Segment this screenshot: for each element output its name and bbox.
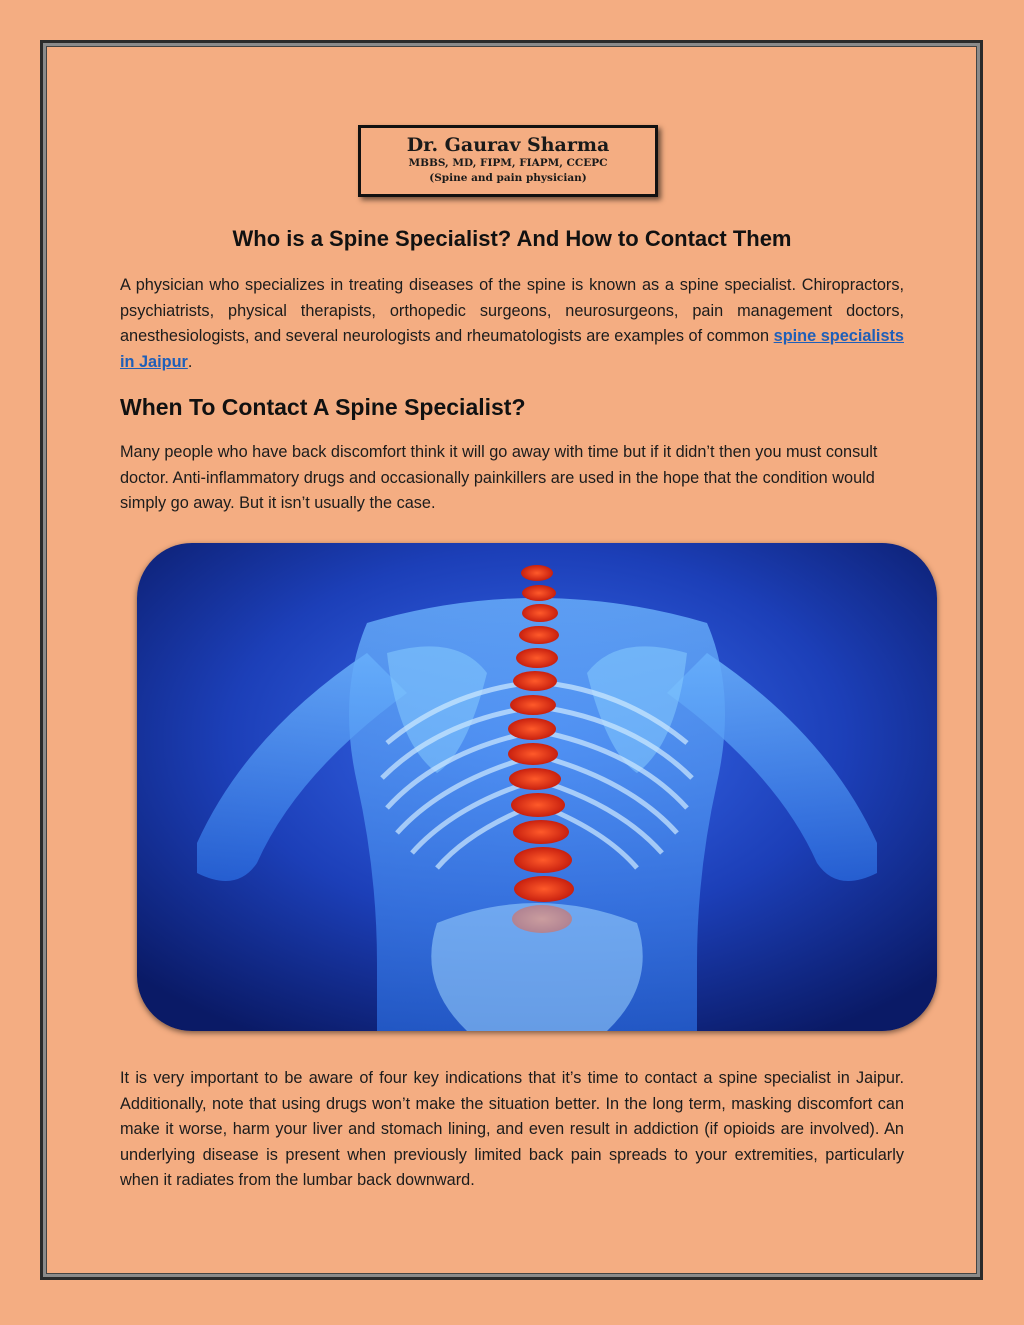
spine-specialists-link[interactable]: spine specialists in Jaipur [120, 327, 904, 371]
intro-suffix: . [187, 352, 193, 371]
indications-paragraph: It is very important to be aware of four key indications that it’s time to contact a spine specialist in Jaipur. Additionally, note that using drugs won’t make the situation better. In the long term, masking discomfort can make it worse, harm your liver and stomach lining, and even result in addiction (if opioids are involved). An underlying disease is present when previously limited back pain spreads to your extremities, particularly when it radiates from the lumbar back downward. [120, 1069, 904, 1189]
section-heading: When To Contact A Spine Specialist? [120, 394, 526, 420]
doctor-role: (Spine and pain physician) [429, 172, 587, 184]
intro-paragraph [120, 273, 904, 375]
doctor-name: Dr. Gaurav Sharma [406, 134, 610, 156]
doctor-credentials: MBBS, MD, FIPM, FIAPM, CCEPC [408, 157, 608, 169]
intro-text: A physician who specializes in treating diseases of the spine is known as a spine specialist. Chiropractors, psychiatrists, physical therapists, orthopedic surgeons, neurosurgeons, pain management doctors, anesthesiologists, and several neurologists and rheumatologists are examples of common [120, 276, 904, 345]
page-title: Who is a Spine Specialist? And How to Contact Them [232, 226, 792, 251]
doctor-header-box [358, 125, 658, 197]
discomfort-paragraph: Many people who have back discomfort think it will go away with time but if it didn’t then you must consult doctor. Anti-inflammatory drugs and occasionally painkillers are used in the hope that the condition would simply go away. But it isn’t usually the case. [120, 443, 878, 512]
spine-illustration [137, 543, 937, 1031]
